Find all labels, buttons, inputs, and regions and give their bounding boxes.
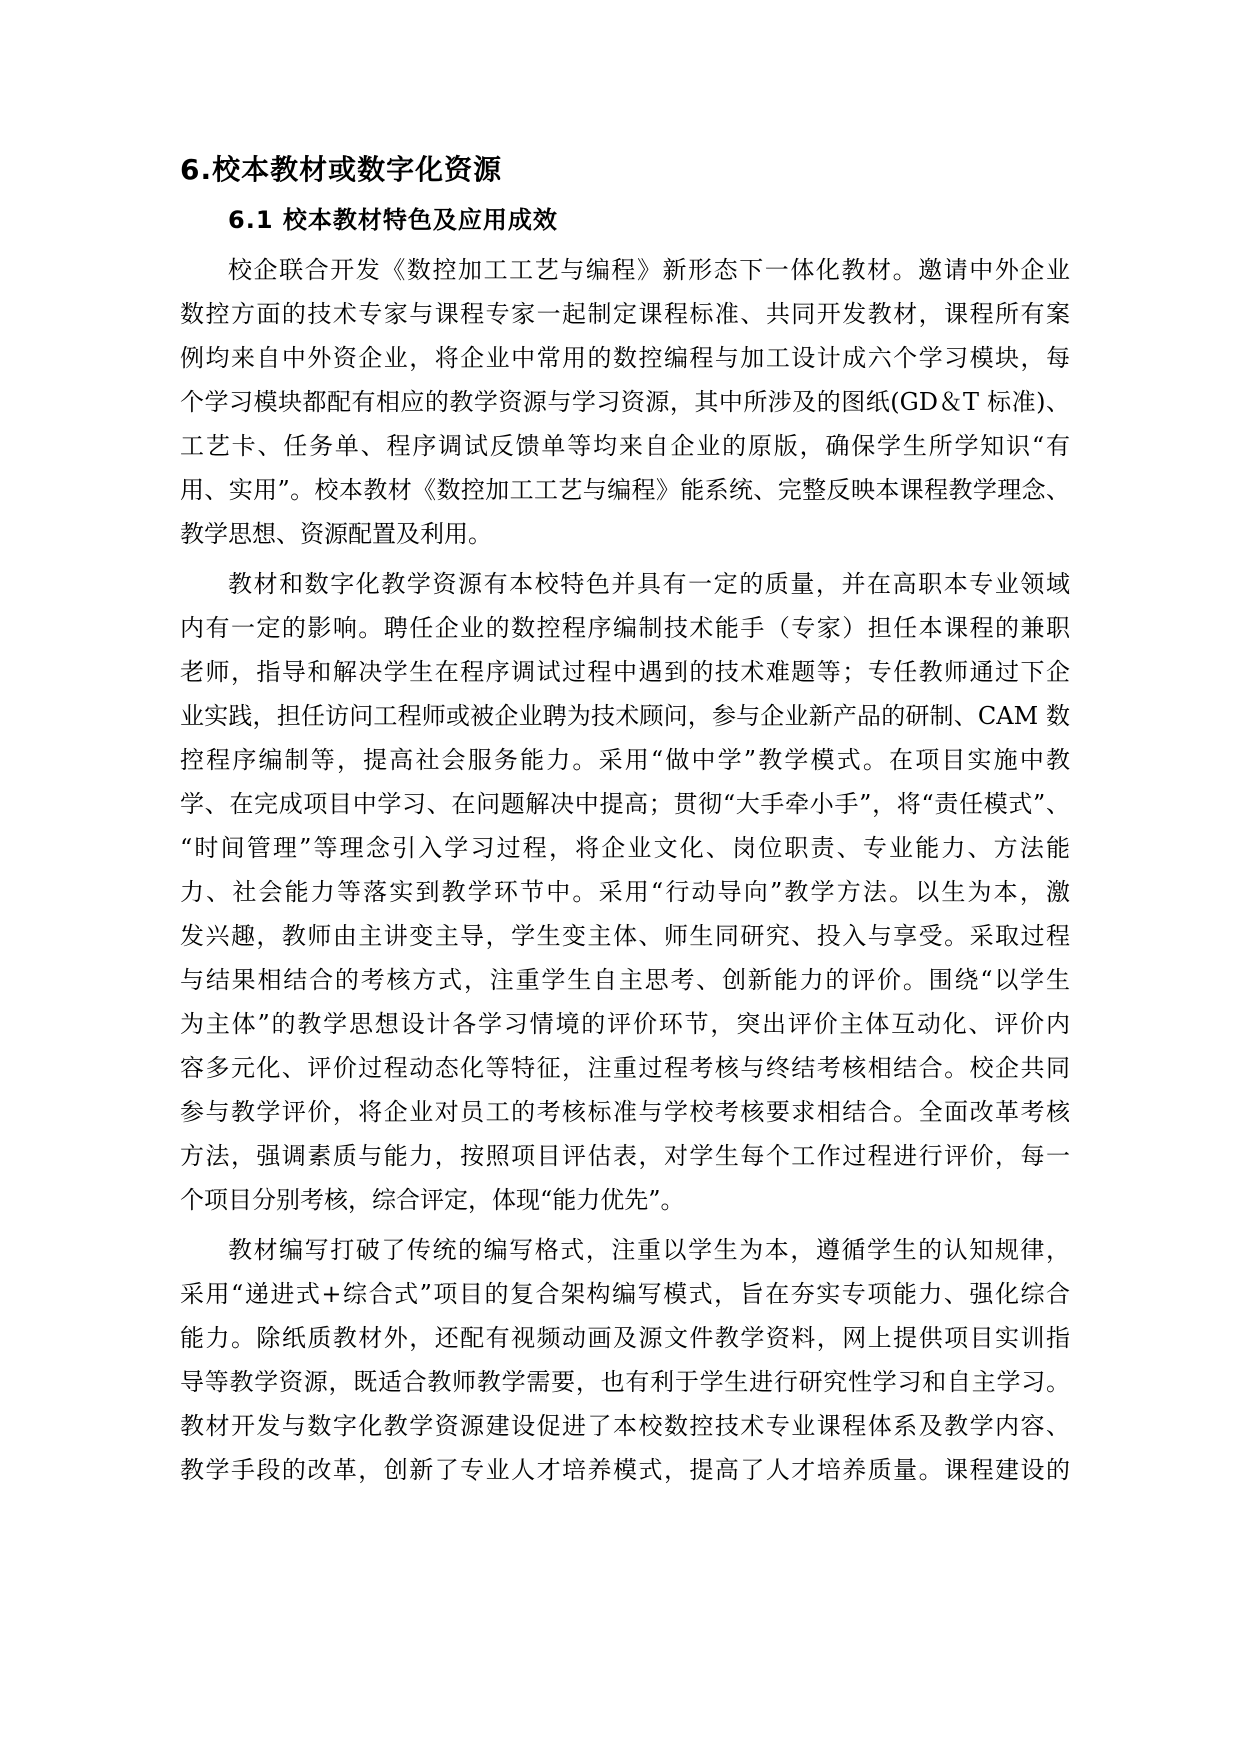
paragraph-line: 控程序编制等，提高社会服务能力。采用“做中学”教学模式。在项目实施中教 [180, 746, 1070, 774]
paragraph-line: 工艺卡、任务单、程序调试反馈单等均来自企业的原版，确保学生所学知识“有 [180, 432, 1070, 460]
paragraph-1 [180, 248, 1070, 556]
paragraph-line: 采用“递进式+综合式”项目的复合架构编写模式，旨在夯实专项能力、强化综合 [180, 1280, 1070, 1308]
paragraph-line: 导等教学资源，既适合教师教学需要，也有利于学生进行研究性学习和自主学习。 [180, 1368, 1070, 1396]
paragraph-line: 数控方面的技术专家与课程专家一起制定课程标准、共同开发教材，课程所有案 [180, 300, 1070, 328]
paragraph-line: 教材开发与数字化教学资源建设促进了本校数控技术专业课程体系及教学内容、 [180, 1412, 1070, 1440]
subsection-heading: 6.1 校本教材特色及应用成效 [228, 206, 558, 234]
paragraph-line: 老师，指导和解决学生在程序调试过程中遇到的技术难题等；专任教师通过下企 [180, 658, 1070, 686]
paragraph-line: 个项目分别考核，综合评定，体现“能力优先”。 [180, 1186, 685, 1214]
paragraph-line: 个学习模块都配有相应的教学资源与学习资源，其中所涉及的图纸(GD＆T 标准)、 [180, 388, 1070, 416]
paragraph-line: 教材和数字化教学资源有本校特色并具有一定的质量，并在高职本专业领域 [228, 570, 1070, 598]
paragraph-line: 为主体”的教学思想设计各学习情境的评价环节，突出评价主体互动化、评价内 [180, 1010, 1070, 1038]
paragraph-3 [180, 1228, 1070, 1492]
paragraph-line: 力、社会能力等落实到教学环节中。采用“行动导向”教学方法。以生为本，激 [180, 878, 1070, 906]
paragraph-line: 方法，强调素质与能力，按照项目评估表，对学生每个工作过程进行评价，每一 [180, 1142, 1070, 1170]
paragraph-line: 发兴趣，教师由主讲变主导，学生变主体、师生同研究、投入与享受。采取过程 [180, 922, 1070, 950]
paragraph-line: 能力。除纸质教材外，还配有视频动画及源文件教学资料，网上提供项目实训指 [180, 1324, 1070, 1352]
paragraph-line: “时间管理”等理念引入学习过程，将企业文化、岗位职责、专业能力、方法能 [180, 834, 1070, 862]
paragraph-line: 内有一定的影响。聘任企业的数控程序编制技术能手（专家）担任本课程的兼职 [180, 614, 1070, 642]
section-heading: 6.校本教材或数字化资源 [180, 153, 503, 186]
paragraph-line: 用、实用”。校本教材《数控加工工艺与编程》能系统、完整反映本课程教学理念、 [180, 476, 1070, 504]
paragraph-line: 教材编写打破了传统的编写格式，注重以学生为本，遵循学生的认知规律， [228, 1236, 1070, 1264]
paragraph-line: 学、在完成项目中学习、在问题解决中提高；贯彻“大手牵小手”，将“责任模式”、 [180, 790, 1070, 818]
paragraph-line: 容多元化、评价过程动态化等特征，注重过程考核与终结考核相结合。校企共同 [180, 1054, 1070, 1082]
paragraph-line: 参与教学评价，将企业对员工的考核标准与学校考核要求相结合。全面改革考核 [180, 1098, 1070, 1126]
paragraph-line: 业实践，担任访问工程师或被企业聘为技术顾问，参与企业新产品的研制、CAM 数 [180, 702, 1070, 730]
paragraph-line: 教学手段的改革，创新了专业人才培养模式，提高了人才培养质量。课程建设的 [180, 1456, 1070, 1484]
paragraph-2 [180, 562, 1070, 1222]
document-page [180, 150, 1070, 1498]
paragraph-line: 校企联合开发《数控加工工艺与编程》新形态下一体化教材。邀请中外企业 [228, 256, 1070, 284]
paragraph-line: 例均来自中外资企业，将企业中常用的数控编程与加工设计成六个学习模块，每 [180, 344, 1070, 372]
paragraph-line: 教学思想、资源配置及利用。 [180, 520, 492, 548]
paragraph-line: 与结果相结合的考核方式，注重学生自主思考、创新能力的评价。围绕“以学生 [180, 966, 1070, 994]
